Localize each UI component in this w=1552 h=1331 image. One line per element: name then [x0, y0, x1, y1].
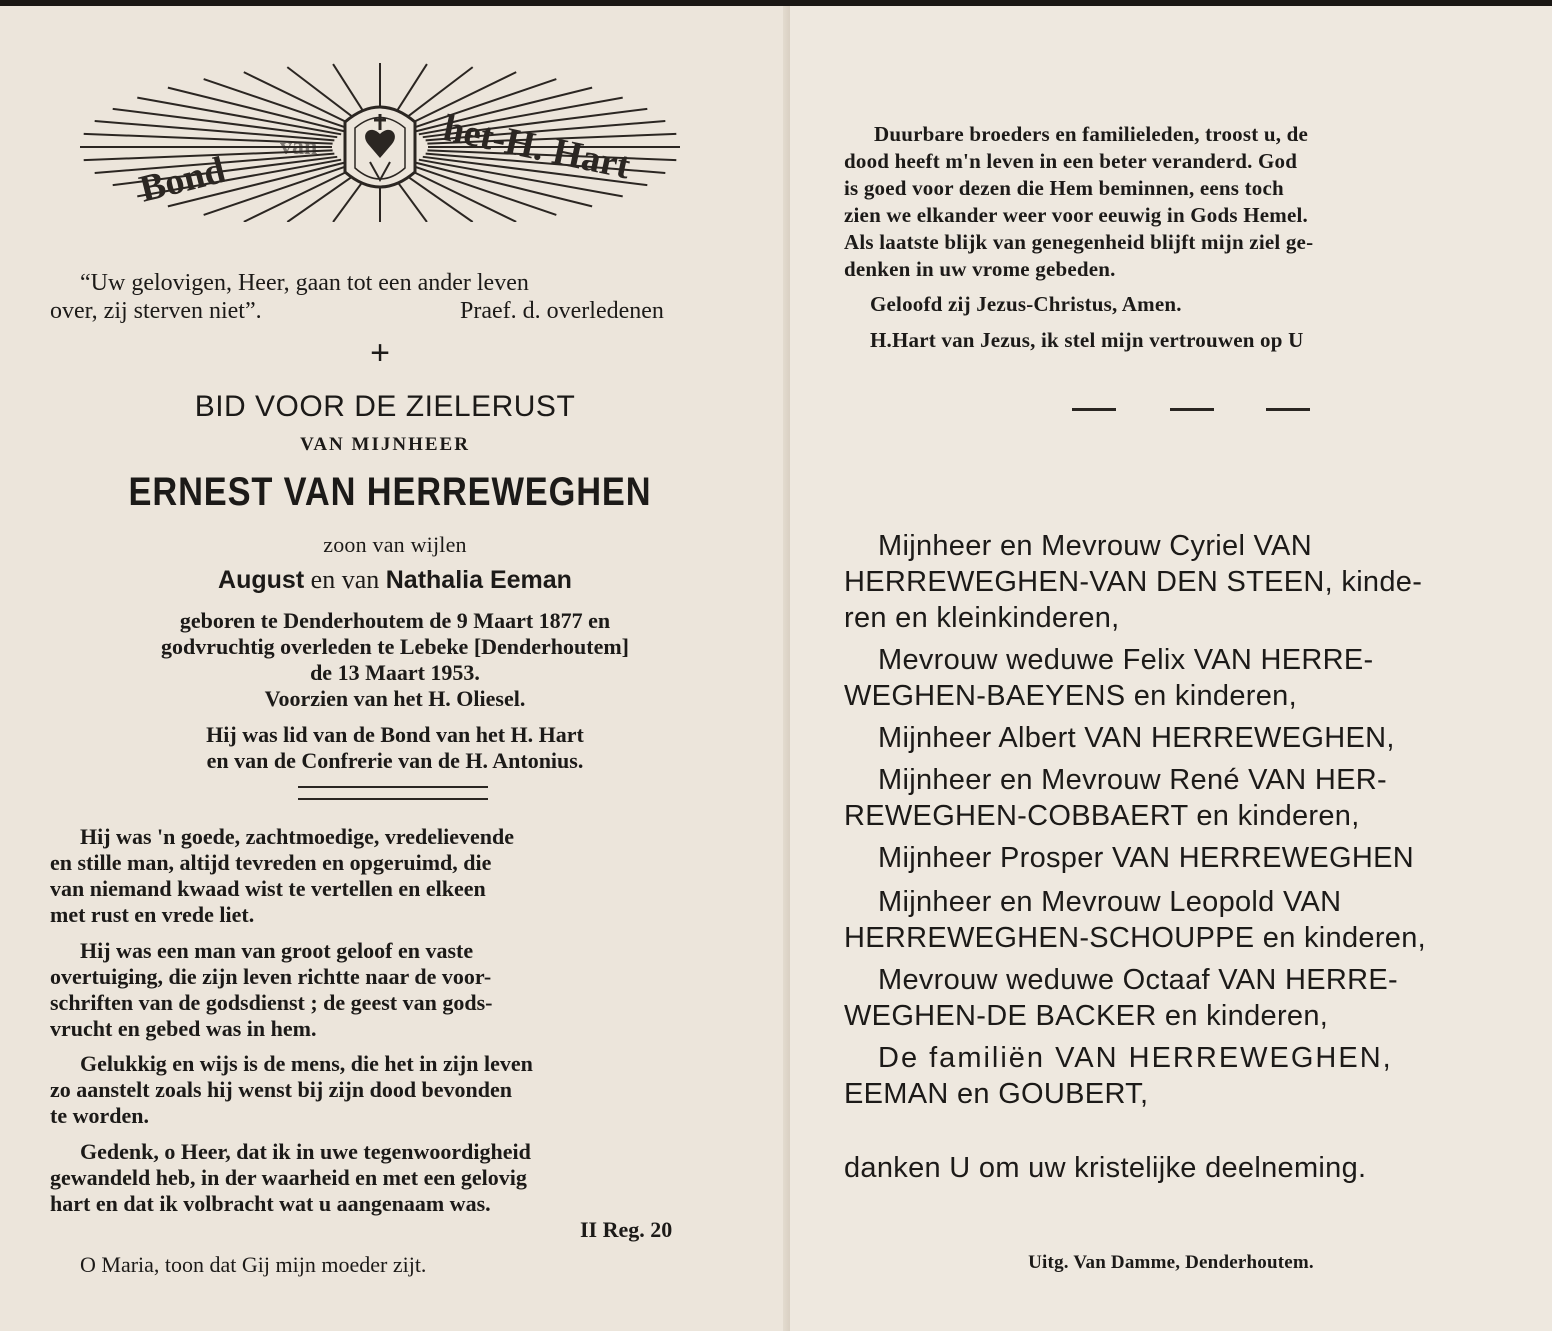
bio-line: zo aanstelt zoals hij wenst bij zijn dood bevonden	[50, 1077, 513, 1102]
dash-divider	[1170, 408, 1214, 411]
bio-line: Gelukkig en wijs is de mens, die het in zijn leven	[80, 1051, 533, 1076]
bio-line: te worden.	[50, 1103, 149, 1128]
parents-and: en van	[310, 565, 380, 594]
scripture-ref: II Reg. 20	[580, 1217, 673, 1242]
family-line: Mijnheer Prosper VAN HERREWEGHEN	[878, 842, 1415, 874]
bio-line: met rust en vrede liet.	[50, 902, 255, 927]
dash-divider	[1072, 408, 1116, 411]
heading: BID VOOR DE ZIELERUST	[194, 390, 576, 423]
thanks: danken U om uw kristelijke deelneming.	[844, 1152, 1367, 1184]
prayer-1: Geloofd zij Jezus-Christus, Amen.	[870, 292, 1182, 316]
quote-line-2: over, zij sterven niet”.	[50, 298, 262, 324]
farewell-line: denken in uw vrome gebeden.	[844, 257, 1116, 281]
emblem-left-text: Bond	[135, 148, 230, 211]
death-date: de 13 Maart 1953.	[310, 660, 480, 685]
son-of: zoon van wijlen	[323, 532, 467, 557]
right-page	[790, 6, 1552, 1331]
birth-line: geboren te Denderhoutem de 9 Maart 1877 en	[179, 608, 611, 633]
family-line: HERREWEGHEN-SCHOUPPE en kinderen,	[844, 922, 1426, 954]
death-line: godvruchtig overleden te Lebeke [Denderhoutem]	[160, 634, 630, 659]
publisher: Uitg. Van Damme, Denderhoutem.	[1028, 1252, 1314, 1273]
left-page	[0, 6, 790, 1331]
divider	[298, 786, 488, 788]
membership-2: en van de Confrerie van de H. Antonius.	[206, 748, 584, 773]
family-line: De familiën VAN HERREWEGHEN,	[878, 1042, 1393, 1074]
family-line: Mijnheer en Mevrouw René VAN HER-	[878, 764, 1387, 796]
quote-line-1: “Uw gelovigen, Heer, gaan tot een ander leven	[80, 270, 529, 296]
bio-line: hart en dat ik volbracht wat u aangenaam was.	[50, 1191, 491, 1216]
family-line: REWEGHEN-COBBAERT en kinderen,	[844, 800, 1360, 832]
emblem-right-text: het-H. Hart	[439, 106, 634, 188]
subheading: VAN MIJNHEER	[300, 434, 470, 455]
bio-line: van niemand kwaad wist te vertellen en elkeen	[50, 876, 486, 901]
sacrament: Voorzien van het H. Oliesel.	[264, 686, 526, 711]
closing-prayer: O Maria, toon dat Gij mijn moeder zijt.	[80, 1252, 427, 1277]
farewell-line: is goed voor dezen die Hem beminnen, eens toch	[844, 176, 1284, 200]
bio-line: en stille man, altijd tevreden en opgeruimd, die	[50, 850, 492, 875]
farewell-line: zien we elkander weer voor eeuwig in Gods Hemel.	[844, 203, 1308, 227]
cross-icon: +	[370, 334, 390, 372]
bio-line: Gedenk, o Heer, dat ik in uwe tegenwoordigheid	[80, 1139, 531, 1164]
prayer-2: H.Hart van Jezus, ik stel mijn vertrouwen op U	[870, 328, 1304, 352]
divider	[298, 798, 488, 800]
mother-name: Nathalia Eeman	[385, 566, 572, 594]
emblem-mid-text: van	[280, 134, 318, 160]
bio-line: schriften van de godsdienst ; de geest van gods-	[50, 990, 493, 1015]
membership-1: Hij was lid van de Bond van het H. Hart	[206, 722, 584, 747]
family-line: Mijnheer en Mevrouw Cyriel VAN	[878, 530, 1312, 562]
family-line: WEGHEN-BAEYENS en kinderen,	[844, 680, 1297, 712]
family-line: WEGHEN-DE BACKER en kinderen,	[844, 1000, 1329, 1032]
bio-line: overtuiging, die zijn leven richtte naar de voor-	[50, 964, 492, 989]
parents	[0, 565, 790, 595]
bio-line: gewandeld heb, in der waarheid en met een gelovig	[50, 1165, 527, 1190]
father-name: August	[218, 566, 305, 594]
family-line: EEMAN en GOUBERT,	[844, 1078, 1149, 1110]
sacred-heart-icon	[70, 62, 690, 222]
bio-line: Hij was 'n goede, zachtmoedige, vredelievende	[80, 824, 515, 849]
farewell-line: dood heeft m'n leven in een beter veranderd. God	[844, 149, 1298, 173]
family-line: Mijnheer Albert VAN HERREWEGHEN,	[878, 722, 1395, 754]
family-line: Mijnheer en Mevrouw Leopold VAN	[878, 886, 1342, 918]
quote-source: Praef. d. overledenen	[460, 298, 664, 324]
farewell-line: Duurbare broeders en familieleden, troost u, de	[874, 122, 1309, 146]
family-line: HERREWEGHEN-VAN DEN STEEN, kinde-	[844, 566, 1423, 598]
dash-divider	[1266, 408, 1310, 411]
deceased-name: ERNEST VAN HERREWEGHEN	[128, 470, 652, 514]
memorial-card	[0, 6, 1552, 1331]
family-line: ren en kleinkinderen,	[844, 602, 1120, 634]
family-line: Mevrouw weduwe Octaaf VAN HERRE-	[878, 964, 1398, 996]
farewell-line: Als laatste blijk van genegenheid blijft mijn ziel ge-	[844, 230, 1314, 254]
bio-line: vrucht en gebed was in hem.	[50, 1016, 317, 1041]
bio-line: Hij was een man van groot geloof en vaste	[80, 938, 474, 963]
family-line: Mevrouw weduwe Felix VAN HERRE-	[878, 644, 1374, 676]
